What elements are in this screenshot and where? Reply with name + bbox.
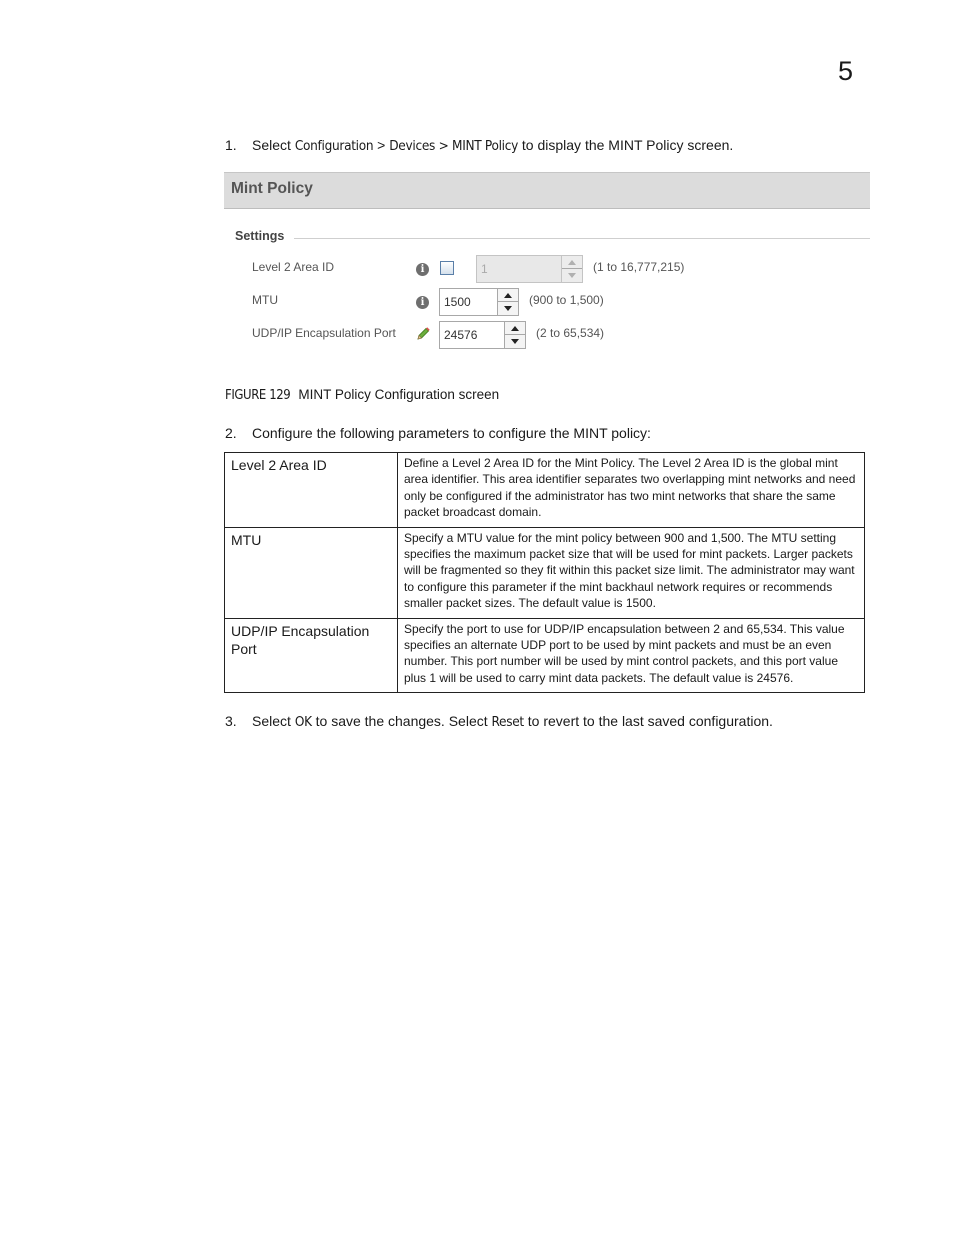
screen-title: Mint Policy (231, 180, 313, 197)
step-2 (225, 424, 651, 442)
step-number: 3. (225, 713, 237, 729)
chevron-up-icon (568, 260, 576, 265)
spin-down-button[interactable] (505, 335, 525, 348)
parameter-table (224, 452, 865, 693)
pencil-icon[interactable] (415, 326, 431, 342)
chevron-up-icon (504, 293, 512, 298)
field-range: (1 to 16,777,215) (593, 260, 685, 274)
level2-area-id-input[interactable] (477, 256, 563, 282)
field-label: MTU (252, 293, 278, 307)
field-range: (900 to 1,500) (529, 293, 604, 307)
field-label: UDP/IP Encapsulation Port (252, 326, 396, 340)
mtu-spinner (439, 288, 519, 316)
spin-down-button[interactable] (498, 302, 518, 315)
parameter-description: Specify the port to use for UDP/IP encapsulation between 2 and 65,534. This value specifies an alternate UDP port to be used by mint packets and must be an even number. This port number will be used by mint control packets, and this port value plus 1 will be used to carry mint data packets. The default value is 24576. (398, 618, 865, 693)
ui-term-ok: OK (294, 714, 312, 730)
step-text: to revert to the last saved configuration. (523, 713, 773, 729)
chevron-up-icon (511, 326, 519, 331)
parameter-description: Specify a MTU value for the mint policy between 900 and 1,500. The MTU setting specifies the maximum packet size that will be used for mint packets. Larger packets will be fragmented so they fit within this packet size limit. The administrator may want to configure this parameter if the mint backhaul network requires or recommends smaller packet sizes. The default value is 1500. (398, 527, 865, 618)
field-range: (2 to 65,534) (536, 326, 605, 340)
spin-down-button[interactable] (562, 269, 582, 282)
udp-port-spinner (439, 321, 526, 349)
step-text: Configure the following parameters to configure the MINT policy: (252, 425, 651, 441)
chapter-number: 5 (838, 56, 854, 86)
parameter-name: UDP/IP Encapsulation Port (225, 618, 398, 693)
level2-area-id-spinner (476, 255, 583, 283)
field-row-mtu (224, 288, 870, 318)
step-number: 1. (225, 137, 237, 153)
figure-caption-text: MINT Policy Configuration screen (298, 387, 500, 402)
field-row-udp-encapsulation-port (224, 321, 870, 351)
figure-label: FIGURE 129 (225, 388, 291, 403)
table-row (225, 453, 865, 528)
section-divider (294, 238, 870, 239)
table-row (225, 527, 865, 618)
step-text: Select (252, 137, 295, 153)
mtu-input[interactable] (440, 289, 498, 315)
info-icon[interactable]: i (416, 296, 429, 309)
spin-up-button[interactable] (562, 256, 582, 269)
chevron-down-icon (504, 306, 512, 311)
info-icon[interactable]: i (416, 263, 429, 276)
settings-section-label: Settings (235, 229, 290, 243)
step-text: to save the changes. Select (311, 713, 492, 729)
chevron-down-icon (511, 339, 519, 344)
step-1 (225, 136, 733, 155)
ui-term-reset: Reset (491, 714, 524, 730)
spinner-buttons (561, 256, 582, 282)
ui-term-devices-mint-policy: Devices > MINT Policy (389, 138, 519, 154)
spin-up-button[interactable] (505, 322, 525, 335)
spinner-buttons (497, 289, 518, 315)
parameter-name: Level 2 Area ID (225, 453, 398, 528)
step-text: to display the MINT Policy screen. (518, 137, 734, 153)
parameter-name: MTU (225, 527, 398, 618)
udp-port-input[interactable] (440, 322, 505, 348)
level2-area-id-checkbox[interactable] (440, 261, 454, 275)
ui-term-configuration: Configuration (294, 138, 374, 154)
mint-policy-screenshot (224, 172, 870, 362)
chevron-down-icon (568, 273, 576, 278)
screen-header (224, 172, 870, 209)
spinner-buttons (504, 322, 525, 348)
parameter-description: Define a Level 2 Area ID for the Mint Policy. The Level 2 Area ID is the global mint area identifier. This area identifier separates two overlapping mint networks and need only be configured if the administrator has two mint networks that share the same packet broadcast domain. (398, 453, 865, 528)
step-3 (225, 712, 773, 731)
figure-caption (225, 387, 499, 403)
step-text: > (373, 137, 390, 153)
spin-up-button[interactable] (498, 289, 518, 302)
step-number: 2. (225, 425, 237, 441)
field-row-level2-area-id (224, 255, 870, 285)
table-row (225, 618, 865, 693)
field-label: Level 2 Area ID (252, 260, 335, 274)
step-text: Select (252, 713, 295, 729)
